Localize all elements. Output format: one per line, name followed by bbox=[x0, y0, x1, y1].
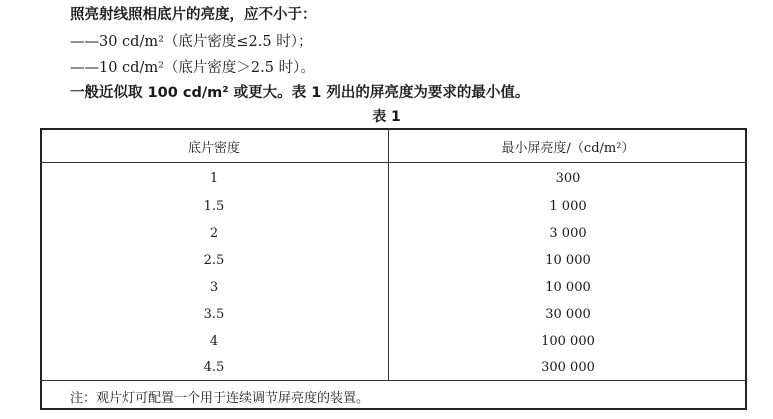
table-title: 表 1 bbox=[372, 109, 401, 125]
cell-density: 2 bbox=[209, 226, 219, 241]
header-min-brightness: 最小屏亮度/（cd/m²） bbox=[501, 141, 635, 156]
cell-density: 3.5 bbox=[203, 307, 225, 322]
header-density: 底片密度 bbox=[187, 141, 240, 156]
general-note-line: 一般近似取 100 cd/m² 或更大。表 1 列出的屏亮度为要求的最小值。 bbox=[70, 85, 530, 101]
cell-brightness: 10 000 bbox=[545, 253, 591, 268]
cell-brightness: 100 000 bbox=[541, 334, 595, 349]
cell-density: 2.5 bbox=[203, 253, 225, 268]
cell-brightness: 300 000 bbox=[541, 360, 595, 375]
cell-brightness: 30 000 bbox=[545, 307, 591, 322]
cell-brightness: 3 000 bbox=[549, 226, 587, 241]
requirement-line-high-density: ——10 cd/m²（底片密度＞2.5 时）。 bbox=[70, 60, 315, 76]
cell-density: 1 bbox=[209, 171, 219, 186]
table-header-rule bbox=[40, 162, 747, 163]
table-note-rule bbox=[40, 380, 747, 381]
table-note: 注：观片灯可配置一个用于连续调节屏亮度的装置。 bbox=[70, 391, 370, 406]
intro-line: 照亮射线照相底片的亮度，应不小于： bbox=[70, 7, 317, 23]
cell-brightness: 10 000 bbox=[545, 280, 591, 295]
requirement-line-low-density: ——30 cd/m²（底片密度≤2.5 时）； bbox=[70, 34, 313, 50]
cell-brightness: 300 bbox=[555, 171, 581, 186]
cell-density: 4 bbox=[209, 334, 219, 349]
cell-density: 1.5 bbox=[203, 199, 225, 214]
cell-density: 4.5 bbox=[203, 360, 225, 375]
cell-density: 3 bbox=[209, 280, 219, 295]
cell-brightness: 1 000 bbox=[549, 199, 587, 214]
